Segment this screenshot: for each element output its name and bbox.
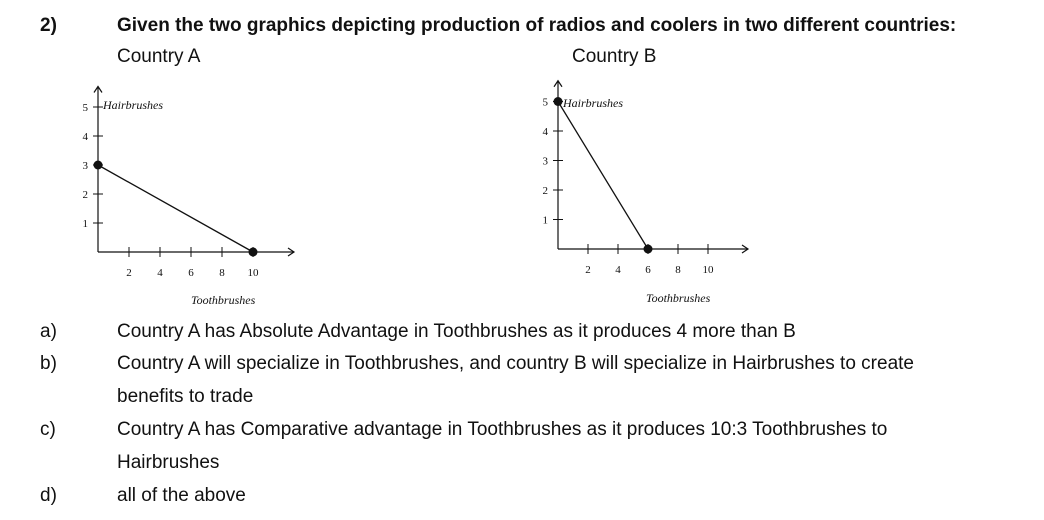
y-tick-label: 1 bbox=[82, 218, 88, 230]
option-a-line: Country A has Absolute Advantage in Toothbrushes as it produces 4 more than B bbox=[117, 321, 796, 342]
y-tick-label: 5 bbox=[82, 102, 88, 114]
country-a-chart bbox=[60, 76, 310, 316]
x-tick-label: 2 bbox=[126, 267, 132, 279]
question-number: 2) bbox=[40, 15, 57, 36]
x-tick-label: 4 bbox=[157, 267, 163, 279]
x-tick-label: 2 bbox=[585, 264, 591, 276]
question-prompt: Given the two graphics depicting production of radios and coolers in two different countries: bbox=[117, 15, 957, 36]
y-tick-label: 3 bbox=[542, 155, 548, 168]
y-axis-label: Hairbrushes bbox=[563, 96, 624, 110]
x-axis-label: Toothbrushes bbox=[646, 291, 711, 305]
option-b-line: benefits to trade bbox=[117, 386, 254, 407]
x-tick-label: 4 bbox=[615, 264, 621, 276]
country-b-title: Country B bbox=[572, 46, 657, 67]
ppf-endpoint bbox=[249, 248, 258, 257]
option-a-text bbox=[117, 315, 796, 348]
option-c-letter: c) bbox=[40, 419, 56, 440]
option-b-letter: b) bbox=[40, 353, 57, 374]
option-d-text bbox=[117, 479, 246, 512]
x-tick-label: 6 bbox=[645, 264, 651, 276]
option-c-line: Country A has Comparative advantage in Toothbrushes as it produces 10:3 Toothbrushes to bbox=[117, 419, 888, 440]
ppf-endpoint bbox=[644, 245, 653, 254]
y-tick-label: 4 bbox=[542, 126, 548, 138]
y-tick-label: 2 bbox=[82, 189, 88, 201]
option-c-line: Hairbrushes bbox=[117, 452, 220, 473]
y-tick-label: 3 bbox=[82, 160, 88, 172]
option-c-text bbox=[117, 413, 887, 479]
y-tick-label: 2 bbox=[542, 185, 548, 197]
country-b-chart bbox=[516, 76, 766, 316]
option-b-line: Country A will specialize in Toothbrushes, and country B will specialize in Hairbrushes to create bbox=[117, 353, 914, 374]
option-a-letter: a) bbox=[40, 321, 57, 342]
ppf-line bbox=[98, 165, 253, 252]
x-tick-label: 10 bbox=[247, 267, 259, 279]
x-tick-label: 6 bbox=[188, 267, 194, 279]
option-d-line: all of the above bbox=[117, 485, 246, 506]
y-tick-label: 4 bbox=[82, 131, 88, 143]
x-axis-label: Toothbrushes bbox=[191, 293, 256, 307]
ppf-endpoint bbox=[94, 161, 103, 170]
ppf-endpoint bbox=[554, 97, 563, 106]
country-a-title: Country A bbox=[117, 46, 201, 67]
y-tick-label: 1 bbox=[542, 214, 548, 227]
y-axis-label: Hairbrushes bbox=[103, 98, 164, 112]
option-b-text bbox=[117, 347, 914, 413]
x-tick-label: 10 bbox=[702, 264, 714, 276]
y-tick-label: 5 bbox=[542, 96, 548, 109]
x-tick-label: 8 bbox=[675, 264, 681, 276]
ppf-line bbox=[558, 102, 648, 250]
option-d-letter: d) bbox=[40, 485, 57, 506]
x-tick-label: 8 bbox=[219, 267, 225, 279]
